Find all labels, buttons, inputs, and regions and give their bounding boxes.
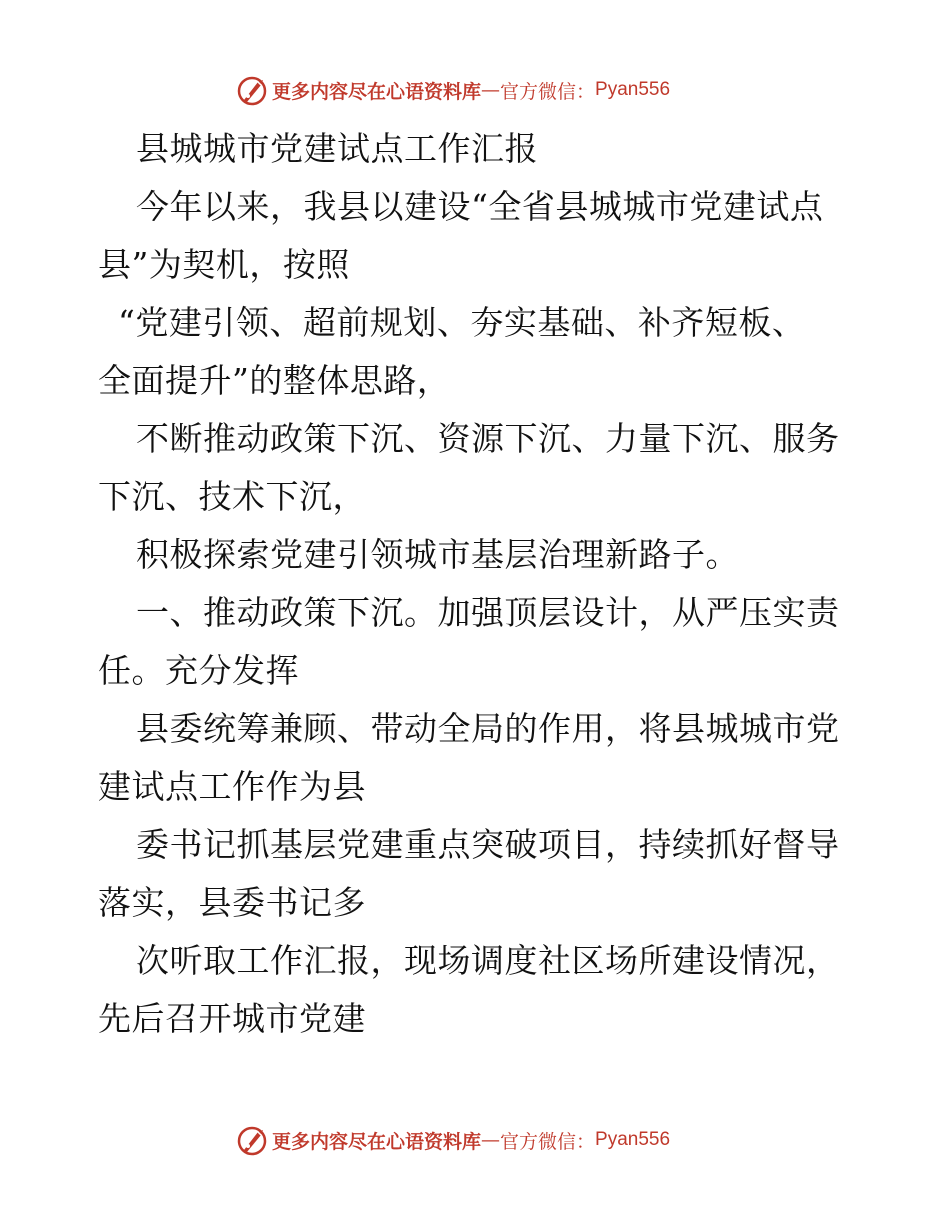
paragraph-line: 积极探索党建引领城市基层治理新路子。 bbox=[136, 535, 739, 574]
pen-nib-logo-icon bbox=[236, 74, 268, 106]
header-banner bbox=[236, 72, 670, 108]
banner-wechat-id: Pyan556 bbox=[595, 1129, 671, 1150]
paragraph-line: “党建引领、超前规划、夯实基础、补齐短板、 bbox=[118, 303, 806, 342]
paragraph-line: 县委统筹兼顾、带动全局的作用，将县城城市党 bbox=[136, 709, 840, 748]
paragraph-line: 不断推动政策下沉、资源下沉、力量下沉、服务 bbox=[136, 419, 840, 458]
banner-dash: — bbox=[481, 79, 501, 101]
banner-dash: — bbox=[481, 1129, 501, 1151]
paragraph-line: 委书记抓基层党建重点突破项目，持续抓好督导 bbox=[136, 825, 840, 864]
paragraph-line: 今年以来，我县以建设“全省县城城市党建试点 bbox=[136, 187, 824, 226]
paragraph-line: 建试点工作作为县 bbox=[98, 767, 366, 806]
document-body bbox=[98, 120, 858, 1048]
pen-nib-logo-icon bbox=[236, 1124, 268, 1156]
banner-wechat-label: 官方微信： bbox=[500, 1130, 596, 1153]
document-title: 县城城市党建试点工作汇报 bbox=[136, 129, 538, 168]
paragraph-line: 县”为契机，按照 bbox=[98, 245, 350, 284]
paragraph-line: 下沉、技术下沉， bbox=[98, 477, 366, 516]
banner-wechat-label: 官方微信： bbox=[500, 80, 596, 103]
paragraph-line: 落实，县委书记多 bbox=[98, 883, 366, 922]
banner-wechat-id: Pyan556 bbox=[595, 79, 671, 100]
paragraph-line: 一、推动政策下沉。加强顶层设计，从严压实责 bbox=[136, 593, 840, 632]
paragraph-line: 全面提升”的整体思路， bbox=[98, 361, 451, 400]
banner-main-text: 更多内容尽在心语资料库 bbox=[272, 80, 482, 103]
footer-banner bbox=[236, 1122, 670, 1158]
paragraph-line: 次听取工作汇报，现场调度社区场所建设情况， bbox=[136, 941, 840, 980]
paragraph-line: 任。充分发挥 bbox=[98, 651, 299, 690]
paragraph-line: 先后召开城市党建 bbox=[98, 999, 366, 1038]
banner-main-text: 更多内容尽在心语资料库 bbox=[272, 1130, 482, 1153]
